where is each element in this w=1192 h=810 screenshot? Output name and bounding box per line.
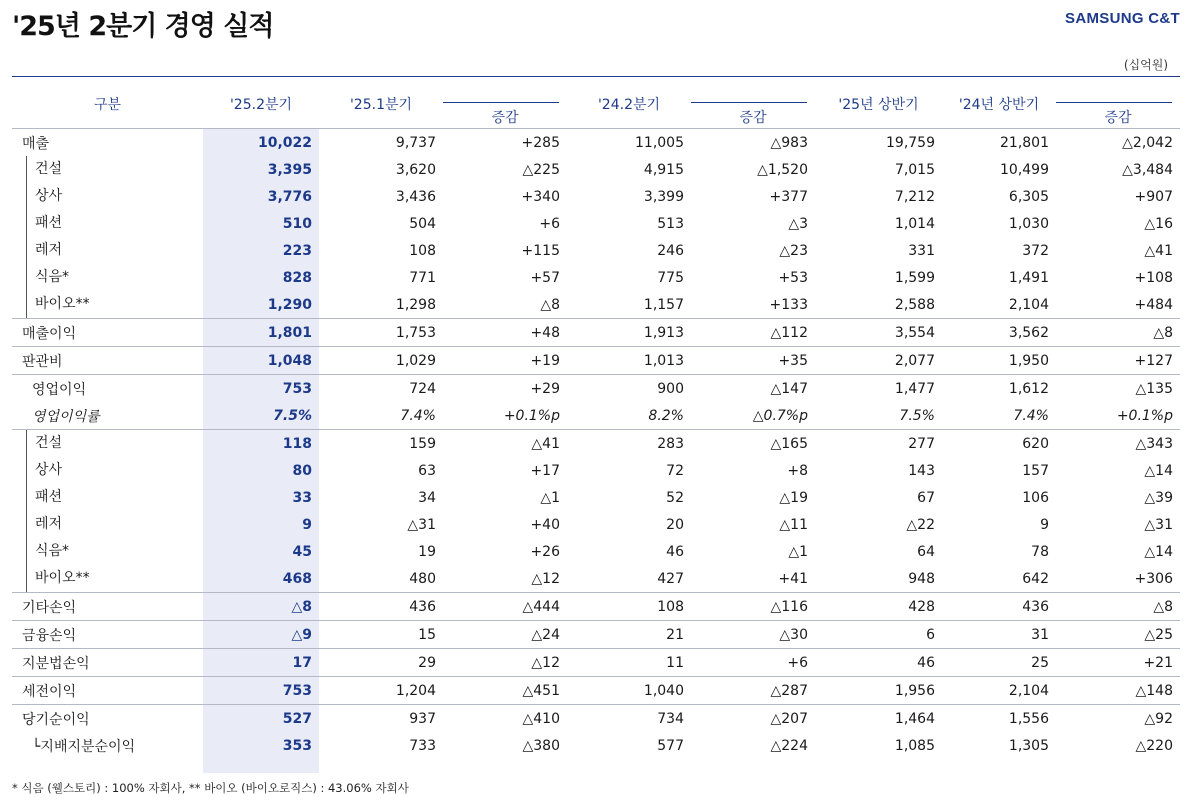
cell-col1: 9: [302, 516, 312, 533]
cell-col4: 1,013: [567, 347, 691, 375]
header-diff2: 증감: [691, 76, 815, 129]
results-table: [12, 76, 1180, 759]
cell-col7: 642: [1022, 570, 1049, 587]
cell-col4: 8.2%: [648, 407, 684, 424]
cell-col7: 3,562: [942, 319, 1056, 347]
row-label: [12, 511, 203, 538]
table-row: [12, 484, 1180, 511]
cell-col8: +21: [1056, 649, 1180, 677]
cell-col1: 753: [203, 677, 319, 705]
header-25q2: '25.2분기: [229, 97, 293, 113]
cell-col3: +40: [530, 516, 560, 533]
row-label: 지분법손익: [12, 649, 203, 677]
cell-col6: 1,014: [894, 215, 935, 232]
cell-col3: +26: [530, 543, 560, 560]
cell-col4: 1,157: [643, 296, 684, 313]
cell-col2: 3,436: [395, 188, 436, 205]
cell-col6: 1,956: [815, 677, 942, 705]
cell-col1: 45: [292, 543, 312, 560]
table-row: [12, 565, 1180, 593]
cell-col4: 734: [567, 705, 691, 733]
cell-col1: 33: [292, 489, 312, 506]
table-row: [12, 402, 1180, 430]
header-24q2: '24.2분기: [597, 97, 661, 113]
cell-col6: 1,599: [894, 269, 935, 286]
table-row: [12, 347, 1180, 375]
cell-col7: 7.4%: [1013, 407, 1049, 424]
cell-col5: △224: [770, 737, 808, 754]
table-row: [12, 183, 1180, 210]
cell-col3: △1: [540, 489, 560, 506]
table-row: [12, 264, 1180, 291]
cell-col7: 2,104: [942, 677, 1056, 705]
row-label: 금융손익: [12, 621, 203, 649]
cell-col2: 1,753: [319, 319, 443, 347]
table-row: [12, 457, 1180, 484]
table-row: [12, 129, 1180, 157]
cell-col3: △410: [443, 705, 567, 733]
row-label: 영업이익률: [32, 408, 100, 425]
header-24h1: '24년 상반기: [958, 97, 1040, 113]
cell-col7: 31: [942, 621, 1056, 649]
footnote: * 식음 (웰스토리) : 100% 자회사, ** 바이오 (바이오로직스) : 43.06% 자회사: [12, 781, 409, 795]
cell-col4: 513: [657, 215, 684, 232]
cell-col4: 3,399: [643, 188, 684, 205]
table-row: [12, 649, 1180, 677]
cell-col6: 1,464: [815, 705, 942, 733]
cell-col8: △220: [1135, 737, 1173, 754]
cell-col1: 80: [292, 462, 312, 479]
cell-col6: 46: [815, 649, 942, 677]
cell-col1: 118: [203, 430, 319, 458]
cell-col4: 427: [657, 570, 684, 587]
cell-col2: 1,029: [319, 347, 443, 375]
cell-col8: +306: [1134, 570, 1173, 587]
cell-col8: △2,042: [1056, 129, 1180, 157]
table-row: [12, 210, 1180, 237]
cell-col8: +0.1%p: [1116, 407, 1173, 424]
cell-col7: 1,030: [1008, 215, 1049, 232]
cell-col4: 72: [666, 462, 684, 479]
cell-col4: 21: [567, 621, 691, 649]
table-row: [12, 430, 1180, 458]
table-row: [12, 677, 1180, 705]
row-label: 판관비: [12, 347, 203, 375]
cell-col2: 3,620: [395, 161, 436, 178]
cell-col4: 1,913: [567, 319, 691, 347]
cell-col1: 353: [282, 737, 312, 754]
table-row: [12, 538, 1180, 565]
cell-col3: △12: [443, 649, 567, 677]
cell-col2: △31: [407, 516, 436, 533]
cell-col3: △24: [443, 621, 567, 649]
cell-col5: △19: [779, 489, 808, 506]
cell-col4: 775: [657, 269, 684, 286]
cell-col6: 67: [917, 489, 935, 506]
cell-col5: △287: [691, 677, 815, 705]
cell-col8: △343: [1056, 430, 1180, 458]
cell-col5: +6: [691, 649, 815, 677]
cell-col2: 7.4%: [400, 407, 436, 424]
cell-col5: +41: [778, 570, 808, 587]
cell-col7: 1,612: [942, 375, 1056, 403]
cell-col6: 277: [815, 430, 942, 458]
row-label-text: 식음*: [26, 538, 69, 565]
cell-col7: 9: [1040, 516, 1049, 533]
row-label: 매출이익: [12, 319, 203, 347]
cell-col2: 1,298: [395, 296, 436, 313]
cell-col3: +19: [443, 347, 567, 375]
cell-col8: +484: [1134, 296, 1173, 313]
cell-col5: △116: [691, 593, 815, 621]
row-label-text: 레저: [26, 237, 62, 264]
row-label: [12, 156, 203, 183]
cell-col2: 480: [409, 570, 436, 587]
row-label: [12, 430, 203, 458]
header-25h1: '25년 상반기: [838, 97, 919, 113]
row-label: [12, 484, 203, 511]
row-label: [12, 237, 203, 264]
cell-col4: 108: [567, 593, 691, 621]
cell-col3: △380: [522, 737, 560, 754]
cell-col6: 7,015: [894, 161, 935, 178]
cell-col1: 3,776: [267, 188, 312, 205]
cell-col1: △8: [203, 593, 319, 621]
cell-col2: 733: [409, 737, 436, 754]
cell-col5: +8: [787, 462, 808, 479]
cell-col5: +35: [691, 347, 815, 375]
table-row: [12, 732, 1180, 759]
cell-col8: △14: [1144, 462, 1173, 479]
header-category: 구분: [93, 97, 122, 113]
cell-col4: 11: [567, 649, 691, 677]
cell-col6: 7.5%: [899, 407, 935, 424]
cell-col7: 1,305: [1008, 737, 1049, 754]
cell-col6: 19,759: [815, 129, 942, 157]
cell-col6: 948: [908, 570, 935, 587]
cell-col1: 1,048: [203, 347, 319, 375]
row-label-text: 상사: [26, 183, 62, 210]
row-label: └지배지분순이익: [32, 738, 136, 755]
row-label: [12, 457, 203, 484]
cell-col4: 900: [567, 375, 691, 403]
cell-col8: △41: [1144, 242, 1173, 259]
cell-col6: 64: [917, 543, 935, 560]
cell-col6: 428: [815, 593, 942, 621]
table-row: [12, 156, 1180, 183]
cell-col3: +6: [539, 215, 560, 232]
cell-col5: △112: [691, 319, 815, 347]
row-label: 기타손익: [12, 593, 203, 621]
cell-col2: 159: [319, 430, 443, 458]
cell-col7: 436: [942, 593, 1056, 621]
cell-col5: △165: [691, 430, 815, 458]
row-label: [12, 565, 203, 593]
table-row: [12, 319, 1180, 347]
cell-col8: △8: [1056, 593, 1180, 621]
row-label-text: 건설: [26, 430, 62, 457]
cell-col6: 6: [815, 621, 942, 649]
brand-logo: SAMSUNG C&T: [1065, 10, 1180, 27]
row-label: [12, 538, 203, 565]
header-25q1: '25.1분기: [349, 97, 413, 113]
cell-col8: △16: [1144, 215, 1173, 232]
cell-col3: △41: [443, 430, 567, 458]
cell-col6: 7,212: [894, 188, 935, 205]
page-title: '25년 2분기 경영 실적: [12, 11, 274, 42]
cell-col8: △39: [1144, 489, 1173, 506]
table-row: [12, 375, 1180, 403]
table-row: [12, 593, 1180, 621]
cell-col3: +57: [530, 269, 560, 286]
cell-col5: △983: [691, 129, 815, 157]
cell-col5: △0.7%p: [752, 407, 808, 424]
cell-col1: 1,290: [267, 296, 312, 313]
cell-col7: 21,801: [942, 129, 1056, 157]
row-label: 세전이익: [12, 677, 203, 705]
cell-col2: 771: [409, 269, 436, 286]
cell-col1: 828: [282, 269, 312, 286]
cell-col4: 577: [657, 737, 684, 754]
cell-col1: △9: [203, 621, 319, 649]
cell-col8: △148: [1056, 677, 1180, 705]
cell-col1: 10,022: [203, 129, 319, 157]
cell-col7: 6,305: [1008, 188, 1049, 205]
cell-col5: △207: [691, 705, 815, 733]
cell-col4: 52: [666, 489, 684, 506]
header-row: [12, 76, 1180, 129]
header-diff3: 증감: [1056, 76, 1180, 129]
table-row: [12, 705, 1180, 733]
cell-col2: 108: [409, 242, 436, 259]
row-label: 영업이익: [12, 375, 203, 403]
header-diff1: 증감: [443, 76, 567, 129]
cell-col7: 372: [1022, 242, 1049, 259]
cell-col2: 1,204: [319, 677, 443, 705]
row-label: [12, 210, 203, 237]
cell-col1: 1,801: [203, 319, 319, 347]
cell-col6: 1,085: [894, 737, 935, 754]
cell-col1: 17: [203, 649, 319, 677]
cell-col5: +377: [769, 188, 808, 205]
row-label-text: 패션: [26, 484, 62, 511]
cell-col8: +907: [1134, 188, 1173, 205]
cell-col7: 1,950: [942, 347, 1056, 375]
cell-col3: △451: [443, 677, 567, 705]
cell-col3: +17: [530, 462, 560, 479]
cell-col4: 11,005: [567, 129, 691, 157]
cell-col1: 3,395: [267, 161, 312, 178]
cell-col4: 246: [657, 242, 684, 259]
row-label-text: 패션: [26, 210, 62, 237]
row-label-text: 바이오**: [26, 565, 90, 592]
cell-col4: 283: [567, 430, 691, 458]
cell-col2: 937: [319, 705, 443, 733]
cell-col6: 2,588: [894, 296, 935, 313]
cell-col5: △1,520: [757, 161, 808, 178]
table-row: [12, 237, 1180, 264]
cell-col3: +48: [443, 319, 567, 347]
table-row: [12, 621, 1180, 649]
cell-col8: △135: [1056, 375, 1180, 403]
cell-col7: 25: [942, 649, 1056, 677]
cell-col5: △23: [779, 242, 808, 259]
table-row: [12, 291, 1180, 319]
cell-col5: △3: [788, 215, 808, 232]
cell-col7: 106: [1022, 489, 1049, 506]
cell-col4: 20: [666, 516, 684, 533]
cell-col1: 510: [282, 215, 312, 232]
cell-col6: 1,477: [815, 375, 942, 403]
cell-col3: +340: [521, 188, 560, 205]
cell-col5: △11: [779, 516, 808, 533]
cell-col6: 331: [908, 242, 935, 259]
cell-col3: △225: [522, 161, 560, 178]
cell-col8: △92: [1056, 705, 1180, 733]
unit-label: (십억원): [1123, 58, 1168, 72]
cell-col2: 436: [319, 593, 443, 621]
cell-col8: +108: [1134, 269, 1173, 286]
row-label-text: 바이오**: [26, 291, 90, 318]
cell-col2: 34: [418, 489, 436, 506]
cell-col1: 468: [282, 570, 312, 587]
cell-col6: 143: [908, 462, 935, 479]
cell-col7: 78: [1031, 543, 1049, 560]
cell-col3: +285: [443, 129, 567, 157]
cell-col1: 753: [203, 375, 319, 403]
cell-col3: +0.1%p: [503, 407, 560, 424]
row-label: [12, 264, 203, 291]
cell-col8: △31: [1144, 516, 1173, 533]
cell-col2: 9,737: [319, 129, 443, 157]
cell-col3: +29: [443, 375, 567, 403]
cell-col8: △8: [1056, 319, 1180, 347]
cell-col1: 7.5%: [273, 407, 312, 424]
cell-col2: 29: [319, 649, 443, 677]
cell-col6: △22: [906, 516, 935, 533]
cell-col5: △30: [691, 621, 815, 649]
row-label-text: 레저: [26, 511, 62, 538]
cell-col4: 4,915: [643, 161, 684, 178]
row-label: 당기순이익: [12, 705, 203, 733]
cell-col7: 2,104: [1008, 296, 1049, 313]
cell-col6: 2,077: [815, 347, 942, 375]
cell-col2: 504: [409, 215, 436, 232]
cell-col3: △444: [443, 593, 567, 621]
cell-col4: 46: [666, 543, 684, 560]
cell-col5: +133: [769, 296, 808, 313]
cell-col1: 527: [203, 705, 319, 733]
cell-col3: △12: [531, 570, 560, 587]
cell-col8: △14: [1144, 543, 1173, 560]
cell-col7: 1,491: [1008, 269, 1049, 286]
cell-col8: △25: [1056, 621, 1180, 649]
row-label-text: 상사: [26, 457, 62, 484]
row-label-text: 건설: [26, 156, 62, 183]
cell-col2: 19: [418, 543, 436, 560]
cell-col5: +53: [778, 269, 808, 286]
cell-col7: 10,499: [1000, 161, 1049, 178]
cell-col7: 157: [1022, 462, 1049, 479]
cell-col2: 63: [418, 462, 436, 479]
cell-col2: 724: [319, 375, 443, 403]
cell-col4: 1,040: [567, 677, 691, 705]
cell-col8: +127: [1056, 347, 1180, 375]
cell-col3: +115: [521, 242, 560, 259]
cell-col7: 620: [942, 430, 1056, 458]
cell-col1: 223: [282, 242, 312, 259]
cell-col6: 3,554: [815, 319, 942, 347]
cell-col8: △3,484: [1122, 161, 1173, 178]
cell-col5: △1: [788, 543, 808, 560]
row-label: [12, 291, 203, 319]
table-row: [12, 511, 1180, 538]
cell-col2: 15: [319, 621, 443, 649]
row-label-text: 식음*: [26, 264, 69, 291]
cell-col3: △8: [540, 296, 560, 313]
row-label: [12, 183, 203, 210]
row-label: 매출: [12, 129, 203, 157]
cell-col5: △147: [691, 375, 815, 403]
cell-col7: 1,556: [942, 705, 1056, 733]
